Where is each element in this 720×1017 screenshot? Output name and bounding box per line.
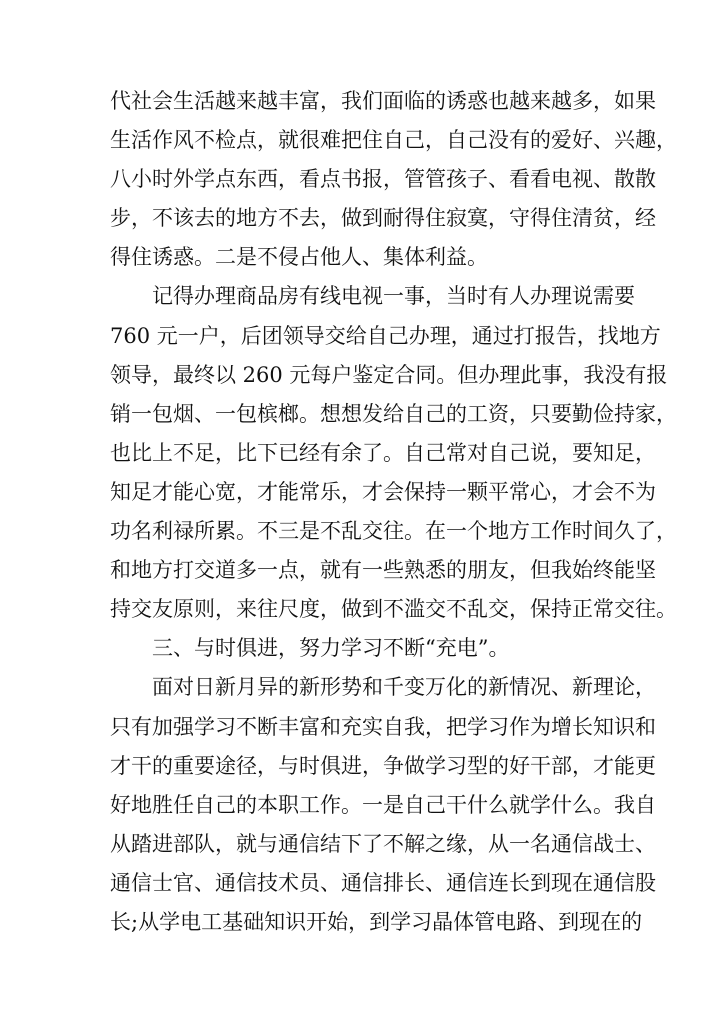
text-line: 得住诱惑。二是不侵占他人、集体利益。 — [110, 245, 488, 270]
text-line: 领导，最终以 260 元每户鉴定合同。但办理此事，我没有报 — [110, 362, 668, 387]
text-line: 代社会生活越来越丰富，我们面临的诱惑也越来越多，如果 — [110, 89, 656, 113]
text-line: 和地方打交道多一点，就有一些熟悉的朋友，但我始终能坚 — [110, 558, 656, 583]
text-line: 通信士官、通信技术员、通信排长、通信连长到现在通信股 — [110, 870, 656, 895]
text-line: 功名利禄所累。不三是不乱交往。在一个地方工作时间久了， — [110, 519, 677, 544]
text-line: 长;从学电工基础知识开始，到学习晶体管电路、到现在的 — [110, 909, 643, 934]
text-line: 知足才能心宽，才能常乐，才会保持一颗平常心，才会不为 — [110, 479, 656, 504]
paragraph-start-line: 记得办理商品房有线电视一事，当时有人办理说需要 — [110, 284, 635, 309]
text-line: 才干的重要途径，与时俱进，争做学习型的好干部，才能更 — [110, 753, 656, 778]
text-line: 好地胜任自己的本职工作。一是自己干什么就学什么。我自 — [110, 792, 656, 817]
text-line: 从踏进部队，就与通信结下了不解之缘，从一名通信战士、 — [110, 831, 656, 856]
text-line: 持交友原则，来往尺度，做到不滥交不乱交，保持正常交往。 — [110, 597, 677, 622]
text-line: 八小时外学点东西，看点书报，管管孩子、看看电视、散散 — [110, 167, 656, 192]
text-line: 销一包烟、一包槟榔。想想发给自己的工资，只要勤俭持家， — [110, 401, 677, 426]
paragraph-start-line: 面对日新月异的新形势和千变万化的新情况、新理论， — [110, 675, 656, 700]
text-line: 生活作风不检点，就很难把住自己，自己没有的爱好、兴趣， — [110, 128, 677, 153]
text-line: 也比上不足，比下已经有余了。自己常对自己说，要知足， — [110, 440, 656, 465]
document-body — [110, 82, 677, 942]
text-line: 760 元一户，后团领导交给自己办理，通过打报告，找地方 — [110, 323, 661, 348]
section-heading: 三、与时俱进，努力学习不断“充电”。 — [110, 636, 510, 661]
text-line: 步，不该去的地方不去，做到耐得住寂寞，守得住清贫，经 — [110, 206, 656, 231]
text-line: 只有加强学习不断丰富和充实自我，把学习作为增长知识和 — [110, 714, 656, 739]
